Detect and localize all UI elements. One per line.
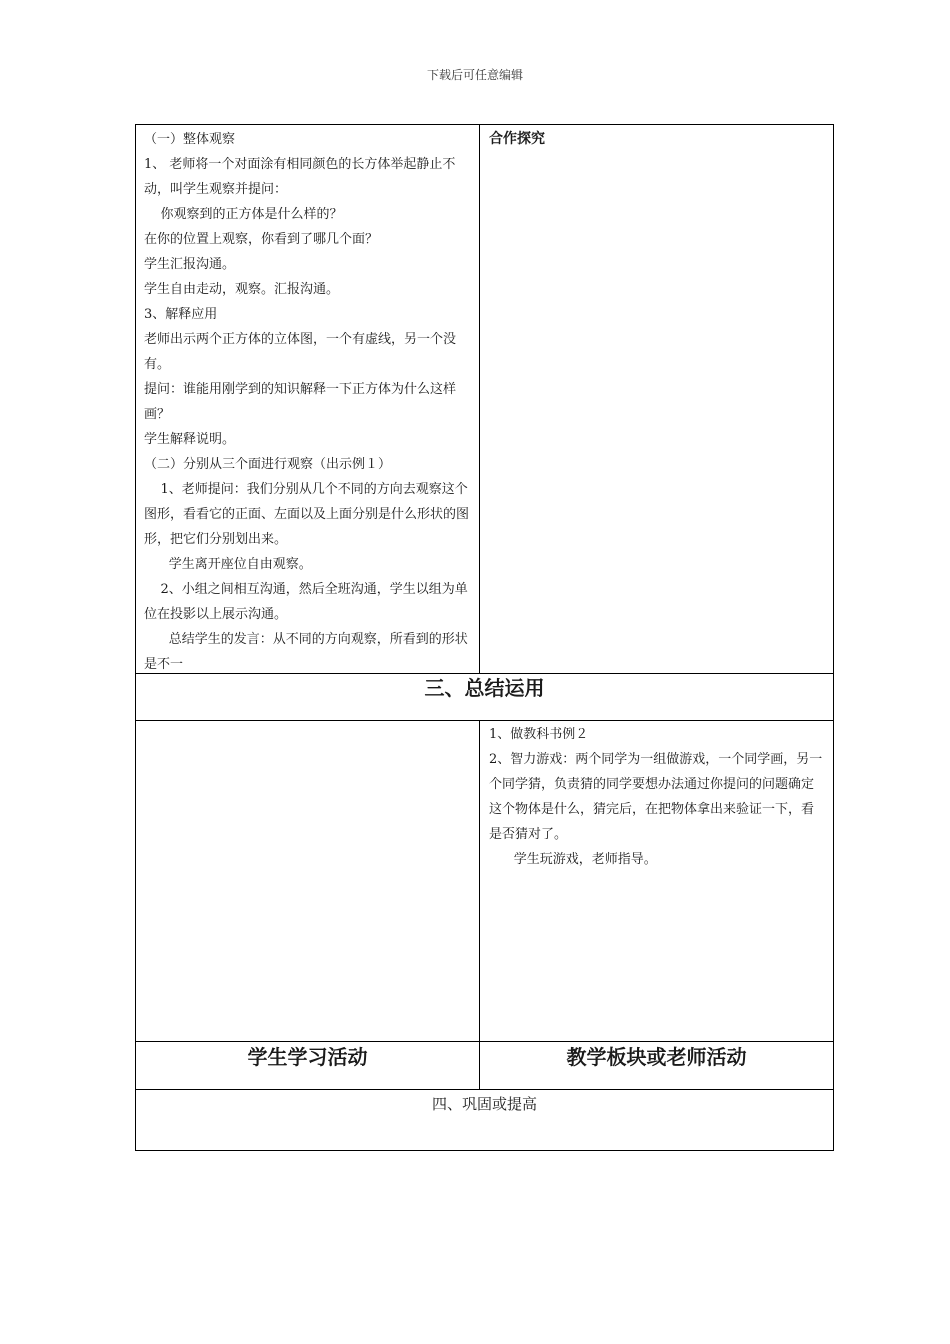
paragraph: 学生解释说明。 — [144, 432, 236, 447]
paragraph: 总结学生的发言：从不同的方向观察，所看到的形状是不一 — [144, 632, 468, 672]
section2-title: 三、总结运用 — [424, 676, 545, 700]
paragraph: 1、老师提问：我们分别从几个不同的方向去观察这个图形，看看它的正面、左面以及上面分别是什么形状的图形，把它们分别划出来。 — [144, 482, 470, 547]
paragraph: 提问：谁能用刚学到的知识解释一下正方体为什么这样画？ — [144, 382, 457, 422]
paragraph: 学生离开座位自由观察。 — [144, 557, 312, 572]
section1-left-cell — [144, 127, 474, 677]
paragraph: （一）整体观察 — [144, 132, 236, 147]
section2-right-cell — [489, 722, 825, 872]
paragraph: 学生自由走动，观察。汇报沟通。 — [144, 282, 340, 297]
paragraph: 2、智力游戏：两个同学为一组做游戏，一个同学画，另一个同学猜，负责猜的同学要想办法通过你提问的问题确定这个物体是什么，猜完后，在把物体拿出来验证一下，看是否猜对了。 — [489, 752, 823, 842]
column-header-right: 教学板块或老师活动 — [566, 1045, 747, 1069]
section1-right-heading: 合作探究 — [489, 131, 545, 147]
paragraph: 3、解释应用 — [144, 307, 218, 322]
paragraph: 1、做教科书例２ — [489, 727, 589, 742]
paragraph: 1、 老师将一个对面涂有相同颜色的长方体举起静止不动，叫学生观察并提问： — [144, 157, 456, 197]
paragraph: 你观察到的正方体是什么样的？ — [144, 207, 343, 222]
paragraph: 老师出示两个正方体的立体图，一个有虚线，另一个没有。 — [144, 332, 457, 372]
paragraph: 学生汇报沟通。 — [144, 257, 236, 272]
paragraph: 在你的位置上观察，你看到了哪几个面？ — [144, 232, 379, 247]
paragraph: 2、小组之间相互沟通，然后全班沟通，学生以组为单位在投影以上展示沟通。 — [144, 582, 468, 622]
column-header-left: 学生学习活动 — [247, 1045, 368, 1069]
paragraph: 学生玩游戏，老师指导。 — [489, 852, 657, 867]
header-note: 下载后可任意编辑 — [426, 68, 523, 82]
section4-title: 四、巩固或提高 — [431, 1095, 537, 1113]
paragraph: （二）分别从三个面进行观察（出示例１） — [144, 457, 392, 472]
